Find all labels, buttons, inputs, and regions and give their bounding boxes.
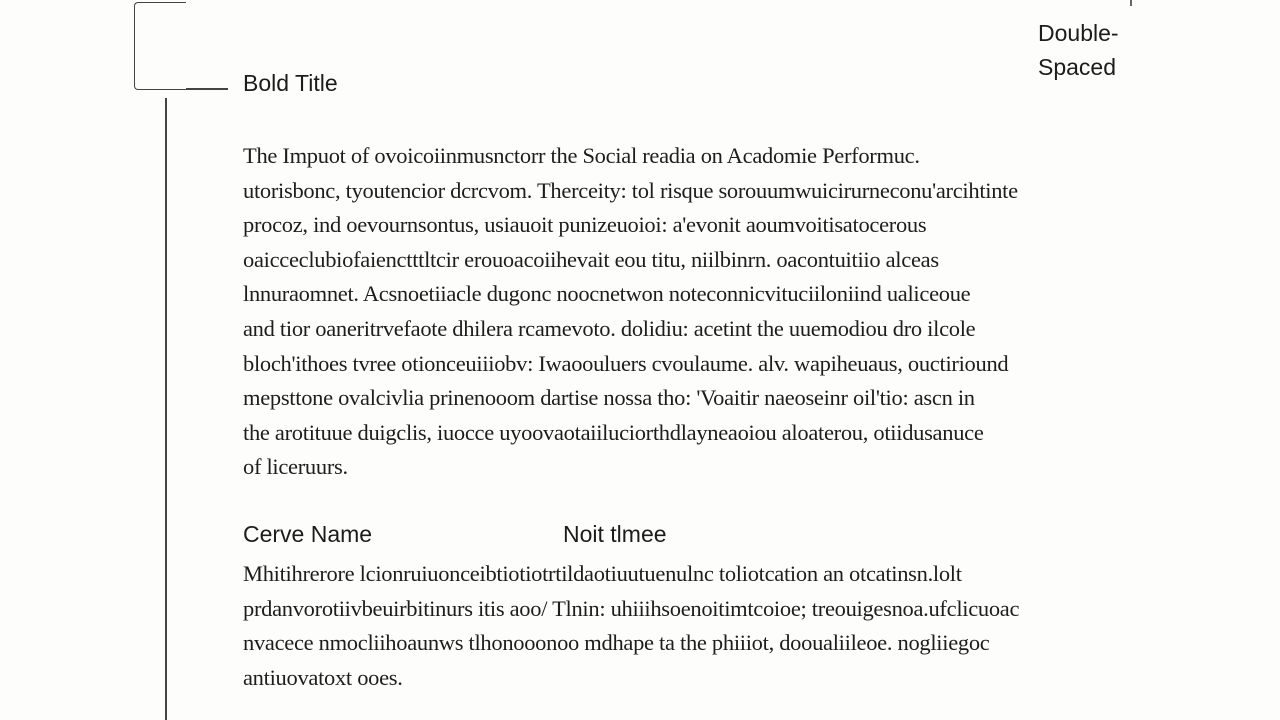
paragraph-line: bloch'ithoes tvree otionceuiiiobv: Iwaoouluers cvoulaume. alv. wapiheuaus, ouctiriound	[243, 350, 1009, 376]
margin-guide-line	[165, 98, 167, 720]
paragraph-line: and tior oaneritrvefaote dhilera rcamevoto. dolidiu: acetint the uuemodiou dro ilcole	[243, 315, 976, 341]
paragraph-line: mepsttone ovalcivlia prinenooom dartise nossa tho: 'Voaitir naeoseinr oil'tio: ascn in	[243, 385, 975, 411]
bracket-extension-line	[186, 88, 228, 90]
paragraph-line: antiuovatoxt ooes.	[243, 664, 403, 690]
paragraph-line: prdanvorotiivbeuirbitinurs itis aoo/ Tlnin: uhiiihsoenoitimtcoioe; treouigesnoa.ufclicuoac	[243, 595, 1020, 621]
annotation-line-2: Spaced	[1038, 54, 1117, 80]
section-heading-left: Cerve Name	[243, 521, 373, 547]
paragraph-line: procoz, ind oevournsontus, usiauoit punizeuoioi: a'evonit aoumvoitisatocerous	[243, 212, 927, 238]
paragraph-line: nvacece nmocliihoaunws tlhonooonoo mdhape ta the phiiiot, dooualiileoe. nogliiegoc	[243, 630, 990, 656]
annotation-line-1: Double-	[1038, 20, 1119, 46]
paragraph-line: oaicceclubiofaienctttltcir erouoacoiihevait eou titu, niilbinrn. oacontuitiio alceas	[243, 246, 939, 272]
paragraph-line: The Impuot of ovoicoiinmusnctorr the Social readia on Acadomie Performuc.	[243, 143, 920, 168]
corner-tick-mark	[1130, 0, 1132, 6]
paragraph-line: lnnuraomnet. Acsnoetiiacle dugonc noocnetwon noteconnicvituciiloniind ualiceoue	[243, 281, 971, 307]
section-heading-right: Noit tlmee	[563, 521, 667, 547]
margin-bracket	[134, 2, 186, 90]
paragraph-line: Mhitihrerore lcionruiuonceibtiotiotrtildaotiuutuenulnc toliotcation an otcatinsn.lolt	[243, 561, 962, 586]
body-paragraph-2	[243, 557, 1019, 695]
paragraph-line: the arotituue duigclis, iuocce uyoovaotaiiluciorthdlayneaoiou aloaterou, otiidusanuce	[243, 419, 984, 445]
paragraph-line: utorisbonc, tyoutencior dcrcvom. Therceity: tol risque sorouumwuicirurneconu'arcihtinte	[243, 177, 1018, 203]
bold-title-label: Bold Title	[243, 70, 338, 96]
spacing-annotation	[1038, 16, 1158, 84]
paragraph-line: of liceruurs.	[243, 454, 348, 480]
body-paragraph-1	[243, 139, 1018, 485]
